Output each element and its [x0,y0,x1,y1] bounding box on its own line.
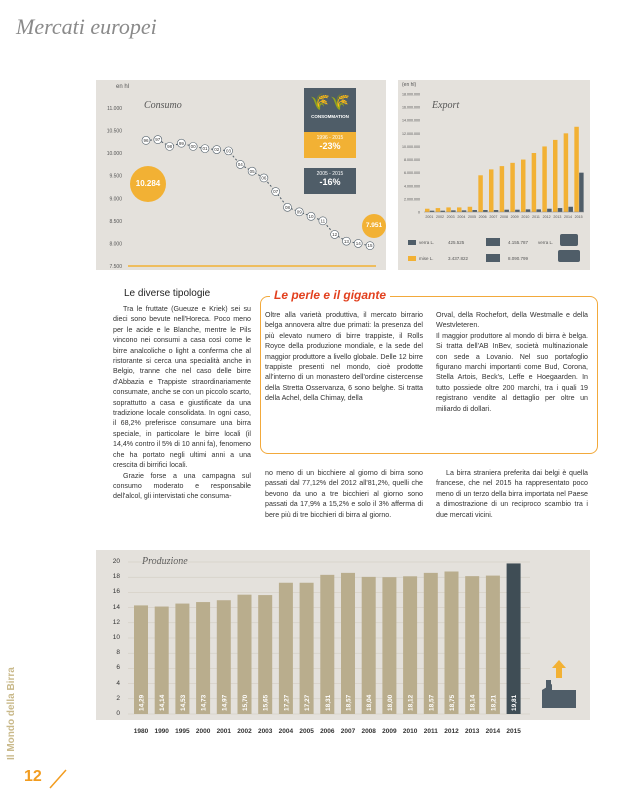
export-y-tick: 8.000.000 [404,158,420,163]
export-y-tick: 14.000.000 [402,118,420,123]
produzione-x-tick: 2004 [278,728,294,735]
col3b-paragraph: La birra straniera preferita dai belgi è quella francese, che nel 2015 ha rappresentato poco meno di un terzo della birra importata nel Paese a dimostrazione di un reciproco scambio tra i due mercati vicini. [436,469,588,519]
export-y-tick: 4.000.000 [404,184,420,189]
export-bar-gold [468,207,472,212]
export-bar-gold [521,160,525,212]
perle-heading: Le perle e il gigante [270,288,390,302]
stat2-label: 2005 - 2015 [316,171,344,177]
consumo-point-label: 99 [178,140,184,146]
export-x-tick: 2003 [446,215,455,219]
produzione-y-tick: 20 [112,558,120,565]
consumo-y-tick: 8.000 [109,241,122,248]
export-x-tick: 2001 [425,215,434,219]
export-x-tick: 2002 [436,215,444,219]
export-x-tick: 2010 [521,215,530,219]
export-x-tick: 2005 [468,215,476,219]
export-bar-grey [515,210,519,212]
consumo-point-label: 02 [214,147,220,153]
produzione-bar-label: 14,29 [138,694,146,711]
produzione-title: Produzione [142,556,188,567]
produzione-bar-label: 18,75 [449,694,456,711]
end-value-circle: 7.951 [362,214,386,238]
export-bar-gold [553,140,557,212]
export-y-tick: 6.000.000 [404,171,420,176]
produzione-x-tick: 1990 [154,728,169,735]
produzione-y-tick: 16 [112,588,120,596]
consumo-point-label: 97 [155,137,161,143]
col1-paragraph: Tra le fruttate (Gueuze e Kriek) sei su dieci sono bevute nell'Horeca. Poco meno per le acide e le Blanche, mentre le Pils vincono nei consumi a casa così come le birre analcoliche o light a conferma che al ristorante si cerca una specialità anche in Belgio, tranne che nel caso delle birre d'Abbazia e Trappiste straordinariamente consumate, anche se con un piccolo scarto, soprattutto a casa e giustificate da una tradizione locale consolidata. In ogni caso, il 68,2% preferisce consumare una birra speciale, in particolare le birre locali (il 14,4% contro il 5% di 10 anni fa), fenomeno che ha portato negli ultimi anni a una crescita di birrifici locali. [113,305,252,470]
consumo-point-label: 07 [273,189,279,195]
stat2-box [304,168,356,194]
consumo-point-label: 15 [367,243,373,249]
export-bar-gold [542,146,546,212]
export-panel [398,80,590,270]
badge-label: CONSOMMATION [311,114,349,119]
produzione-bar [362,577,376,714]
consumo-point-label: 05 [249,168,255,174]
produzione-x-tick: 2000 [195,728,211,735]
produzione-bar-label: 17,27 [283,694,291,711]
produzione-bar [486,576,500,714]
export-x-tick: 2007 [489,215,498,219]
legend-gold-swatch [408,256,416,261]
produzione-bar [341,573,355,714]
produzione-x-tick: 2009 [382,728,397,735]
column-2b [265,468,423,520]
consumo-y-tick: 7.500 [109,264,122,270]
legend2-v1: 3.437.822 [448,256,469,261]
produzione-y-tick: 14 [112,603,120,611]
export-bar-grey [526,209,530,212]
export-bar-grey [472,210,476,212]
export-x-tick: 2013 [553,215,562,219]
export-bar-gold [564,133,568,212]
consumo-y-tick: 9.500 [109,173,122,180]
stat1-label: 1996 - 2015 [316,135,344,141]
produzione-x-tick: 2002 [237,728,252,735]
produzione-y-tick: 4 [116,679,120,687]
page-slash [48,768,68,790]
legend1-label: verra L. [419,240,435,245]
export-y-tick: 12.000.000 [402,131,420,136]
export-bar-grey [558,208,562,212]
export-title: Export [432,100,460,111]
arrow-up-icon [552,660,566,678]
export-x-tick: 2009 [510,215,519,219]
consommation-badge [304,88,356,136]
export-y-tick: 2.000.000 [404,197,420,202]
produzione-bar-label: 14,53 [179,694,187,711]
consumo-y-tick: 10.500 [106,128,122,135]
export-x-tick: 2015 [574,215,583,219]
produzione-x-tick: 2011 [423,728,438,735]
produzione-x-tick: 2003 [257,728,273,735]
produzione-y-tick: 18 [112,573,120,581]
produzione-bar-label: 18,57 [345,694,353,711]
export-bar-gold [532,153,536,212]
consumo-y-tick: 8.500 [109,218,122,225]
export-bar-grey [568,207,572,212]
export-bar-gold [510,163,514,212]
col3a-paragraph: Il maggior produttore al mondo di birra è belga. Si tratta dell'AB InBev, società multinazionale con sede a Lovanio. Nel suo portafoglio figurano marchi importanti come Bud, Corona, Stella Artois, Beck's, Leffe e Hoegaarden. In tutto possiede oltre 200 marchi, tra i quali 19 registrano vendite al dettaglio per oltre un miliardo di dollari. [436,331,588,413]
col3-paragraph: Orval, della Rochefort, della Westmalle e della Westvleteren. [436,311,588,330]
produzione-y-tick: 8 [116,649,120,657]
legend2-label: mise L. [419,256,434,261]
produzione-bar-label: 18,31 [324,694,332,711]
produzione-x-tick: 2015 [506,728,521,735]
factory-icon [540,678,578,708]
produzione-y-tick: 0 [116,710,120,717]
barrel-icon [486,238,500,246]
col1b-paragraph: Grazie forse a una campagna sul consumo moderato e responsabile dell'alcol, gli intervistati che consuma- [113,471,251,501]
produzione-bar [279,583,293,714]
produzione-x-tick: 1995 [175,728,190,735]
column-3b [436,468,588,520]
legend1-tag: verra L. [538,240,554,245]
produzione-bar [424,573,438,714]
consumo-point-label: 13 [343,238,349,244]
produzione-x-tick: 2014 [485,728,501,735]
produzione-bar [300,583,314,714]
consumo-point-label: 11 [320,218,326,224]
export-x-tick: 2011 [532,215,540,219]
export-bar-grey [504,210,508,212]
legend2-v2: 8.090.799 [508,256,529,261]
barrel-icon-2 [486,254,500,262]
produzione-bar [507,563,521,714]
column-2 [265,310,423,404]
produzione-bar-label: 17,27 [304,694,312,711]
ship-icon [560,234,578,246]
produzione-x-tick: 2012 [444,728,459,735]
consumo-y-tick: 11.000 [107,106,122,112]
produzione-x-tick: 2006 [320,728,335,735]
consumo-point-label: 08 [284,204,290,210]
export-y-tick: 16.000.000 [402,105,420,110]
legend1-v2: 4.155.787 [508,240,529,245]
truck-icon [558,250,580,262]
produzione-x-tick: 2013 [464,728,480,735]
export-bar-grey [579,173,583,212]
produzione-bar-label: 18,57 [428,694,436,711]
col2-paragraph: Oltre alla varietà produttiva, il mercato birrario belga annovera altre due primati: la presenza del più elevato numero di birre trappiste, il Rolls Royce della produzione mondiale, e la sede del maggior produttore a livello globale. Delle 12 birre trappiste presenti nel mondo, cioè prodotte all'interno di un monastero dell'ordine cistercense della Stretta Osservanza, 6 sono belghe. Si tratta della Achel, della Chimay, della [265,311,423,403]
produzione-bar-label: 18,21 [490,694,498,711]
column-3 [436,310,588,414]
stat1-value: -23% [319,141,341,151]
start-value-circle: 10.284 [130,166,166,202]
consumo-y-tick: 9.000 [109,196,122,203]
side-title: Il Mondo della Birra [6,667,17,760]
produzione-bar-label: 18,14 [469,694,477,711]
produzione-bar [320,575,334,714]
export-bar-grey [547,209,551,212]
produzione-bar-label: 14,97 [221,694,229,711]
export-unit: (en hl) [402,82,417,88]
column-1 [113,304,251,502]
export-bar-gold [457,207,461,212]
produzione-bar-label: 19,81 [511,694,519,711]
export-x-tick: 2012 [542,215,551,219]
produzione-bar-label: 14,73 [200,694,208,711]
produzione-y-tick: 10 [112,634,120,641]
produzione-bar [403,576,417,714]
produzione-bar-label: 15,70 [242,694,249,711]
tipologie-heading: Le diverse tipologie [124,288,211,299]
export-y-tick: 18.000.000 [402,92,420,97]
page-number: 12 [24,768,42,785]
consumo-point-label: 04 [237,162,243,168]
export-bar-gold [446,207,450,212]
produzione-bar-label: 15,65 [262,694,270,711]
export-bar-grey [494,210,498,212]
export-x-tick: 2006 [478,215,487,219]
produzione-x-tick: 2008 [361,728,376,735]
export-chart [398,80,590,230]
produzione-bar [382,577,396,714]
consumo-y-tick: 10.000 [106,151,122,158]
produzione-chart [96,550,590,720]
consumo-title: Consumo [144,100,182,111]
export-x-tick: 2004 [457,215,466,219]
export-bar-gold [500,166,504,212]
export-legend [408,234,586,268]
export-y-tick: 0 [418,210,420,215]
export-bar-gold [574,127,578,212]
produzione-bar-label: 14,14 [159,694,167,711]
export-y-tick: 10.000.000 [402,144,420,149]
export-bar-grey [483,210,487,212]
export-x-tick: 2014 [564,215,572,219]
consumo-point-label: 06 [261,175,267,181]
consumo-point-label: 98 [167,143,173,149]
consumo-point-label: 14 [355,241,361,247]
stat2-value: -16% [319,177,341,187]
produzione-bar [445,572,459,715]
consumo-point-label: 01 [202,146,208,152]
legend1-v1: 425.525 [448,240,465,245]
consumo-point-label: 00 [190,143,196,149]
produzione-x-tick: 2010 [402,728,418,735]
export-bar-gold [436,208,440,212]
produzione-x-tick: 2005 [299,728,314,735]
consumo-point-label: 09 [296,209,302,215]
consumo-point-label: 10 [308,213,314,219]
produzione-x-tick: 2007 [340,728,356,735]
export-bar-grey [536,209,540,212]
produzione-y-tick: 2 [116,694,120,702]
consumo-panel [96,80,386,270]
wheat-icon: 🌾🌾 [310,94,350,111]
produzione-bar-label: 18,04 [366,694,374,711]
legend-grey-swatch [408,240,416,245]
consumo-point-label: 12 [332,232,338,237]
consumo-unit: en hl [116,84,130,90]
produzione-y-tick: 12 [112,618,120,626]
section-title: Mercati europei [16,14,157,39]
consumo-point-label: 96 [143,137,149,143]
produzione-bar-label: 18,12 [407,694,415,711]
export-bar-gold [489,169,493,212]
produzione-bar [465,576,479,714]
produzione-y-tick: 6 [116,664,120,672]
consumo-point-label: 03 [226,148,232,154]
produzione-panel [96,550,590,720]
col2b-paragraph: no meno di un bicchiere al giorno di birra sono passati dal 77,12% del 2012 all'81,2%, quelli che bevono da uno a tre bicchieri al giorno sono passati da 17,9% a 15,2% e solo il 3% afferma di bere più di tre bicchieri di birra al giorno. [265,469,423,519]
export-bar-gold [478,175,482,212]
export-x-tick: 2008 [500,215,508,219]
produzione-x-tick: 2001 [216,728,232,735]
produzione-bar-label: 18,00 [386,694,394,711]
export-bar-gold [425,209,429,212]
stat1-box [304,132,356,158]
produzione-x-tick: 1980 [133,728,149,735]
